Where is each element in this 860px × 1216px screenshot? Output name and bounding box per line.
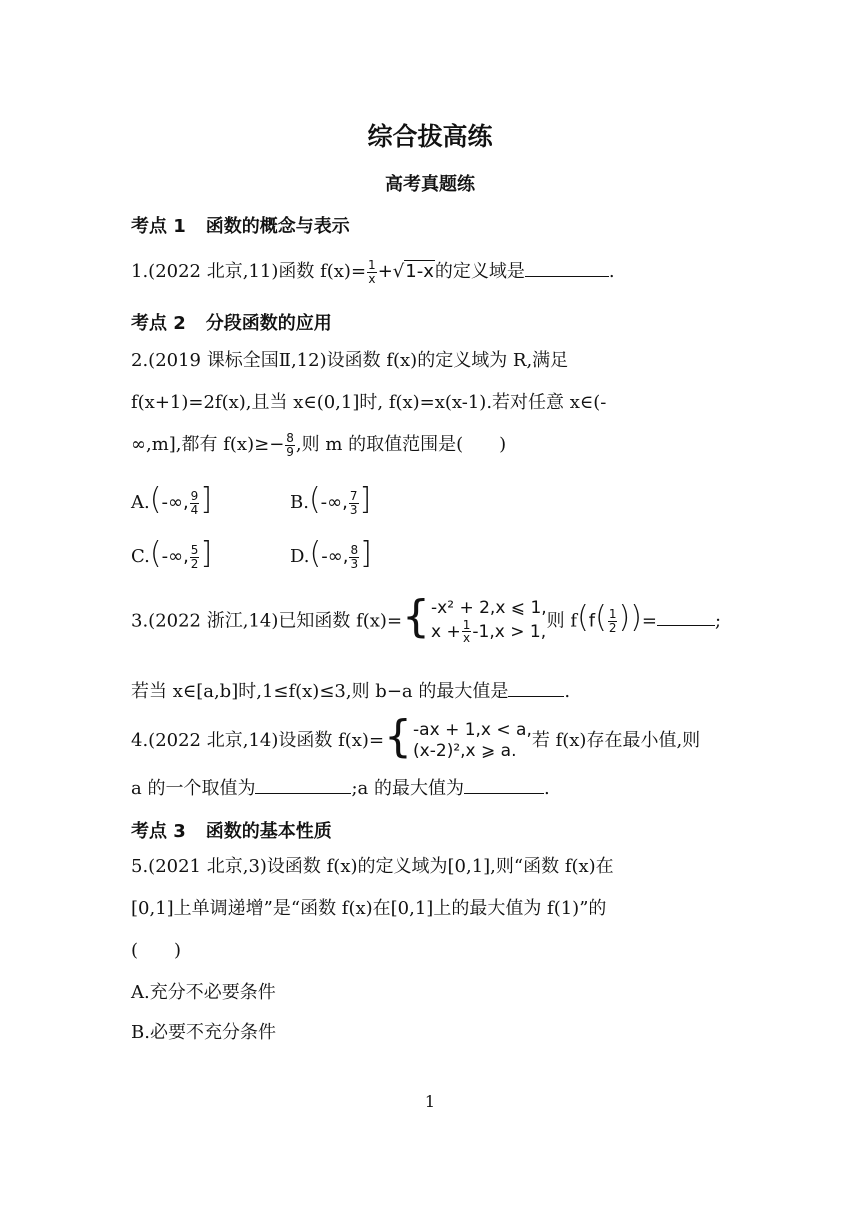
page-title: 综合拔高练 <box>367 122 493 151</box>
case-1: -ax + 1,x < a, <box>413 720 532 741</box>
option-a[interactable] <box>131 482 213 518</box>
left-paren: ( <box>149 482 162 517</box>
fraction <box>190 544 200 570</box>
question-text: . <box>608 261 615 283</box>
option-b[interactable]: B.必要不充分条件 <box>131 1022 276 1043</box>
question-text: a 的一个取值为 <box>131 778 256 799</box>
case-2-text: -1,x > 1, <box>472 621 547 642</box>
option-text: -∞, <box>161 546 189 567</box>
option-label: D. <box>290 546 310 567</box>
left-paren: ( <box>149 536 162 571</box>
fraction-denominator: 4 <box>190 502 199 517</box>
section-name: 函数的概念与表示 <box>205 216 350 237</box>
option-d[interactable] <box>290 536 372 572</box>
question-text: ; <box>715 610 722 632</box>
equals-sign: = <box>641 610 658 632</box>
fraction-numerator: 1 <box>368 258 376 272</box>
fraction-denominator: x <box>463 631 471 646</box>
question-text: ∞,m],都有 f(x)≥− <box>131 434 285 456</box>
fraction-numerator: 8 <box>350 542 359 557</box>
question-3-line-1 <box>131 591 722 646</box>
fraction-numerator: 1 <box>462 617 471 632</box>
question-1 <box>131 259 615 285</box>
fraction <box>367 259 377 285</box>
question-text: 的定义域是 <box>434 261 525 283</box>
question-text: . <box>543 778 550 799</box>
fraction-denominator: 2 <box>608 620 617 635</box>
fraction <box>285 432 295 458</box>
piecewise-cases <box>413 720 532 761</box>
section-heading-3 <box>131 817 332 843</box>
fraction-numerator: 8 <box>286 431 294 445</box>
right-bracket: ] <box>359 482 372 517</box>
fraction-numerator: 7 <box>349 488 358 503</box>
question-2-line-2: f(x+1)=2f(x),且当 x∈(0,1]时, f(x)=x(x-1).若对任意 x∈(- <box>131 392 607 413</box>
option-text: -∞, <box>320 492 348 513</box>
section-label: 考点 3 <box>131 821 186 842</box>
left-brace: { <box>384 711 413 762</box>
question-text: 1.(2022 北京,11)函数 f(x)= <box>131 261 367 283</box>
case-1: -x² + 2,x ⩽ 1, <box>431 598 547 618</box>
question-text: 3.(2022 浙江,14)已知函数 f(x)= <box>131 610 403 632</box>
question-5-line-1: 5.(2021 北京,3)设函数 f(x)的定义域为[0,1],则“函数 f(x)在 <box>131 856 614 877</box>
square-root: √1-x <box>392 261 434 283</box>
fraction <box>349 544 359 570</box>
option-c[interactable] <box>131 536 213 572</box>
section-heading-1 <box>131 212 350 238</box>
question-2-line-3 <box>131 432 506 458</box>
function-f: f <box>588 610 596 632</box>
section-heading-2 <box>131 309 332 335</box>
option-text: -∞, <box>321 546 349 567</box>
left-paren: ( <box>309 536 322 571</box>
question-4-line-1 <box>131 711 701 763</box>
section-label: 考点 1 <box>131 216 186 237</box>
option-b[interactable] <box>290 482 372 518</box>
option-label: B. <box>290 492 309 513</box>
question-4-line-2 <box>131 777 550 798</box>
section-name: 函数的基本性质 <box>205 821 332 842</box>
fraction-denominator: 9 <box>286 444 294 459</box>
fraction-denominator: 3 <box>350 556 359 571</box>
answer-blank[interactable] <box>255 777 351 794</box>
answer-blank[interactable] <box>657 609 715 626</box>
fraction-numerator: 5 <box>190 542 199 557</box>
question-5-line-2: [0,1]上单调递增”是“函数 f(x)在[0,1]上的最大值为 f(1)”的 <box>131 898 607 919</box>
section-label: 考点 2 <box>131 313 186 334</box>
left-brace: { <box>402 591 431 643</box>
fraction-numerator: 1 <box>608 607 617 622</box>
answer-blank[interactable] <box>508 680 564 697</box>
fraction-numerator: 9 <box>190 488 199 503</box>
left-paren: ( <box>577 600 589 636</box>
question-5-line-3: ( ) <box>131 940 182 961</box>
question-2-line-1: 2.(2019 课标全国Ⅱ,12)设函数 f(x)的定义域为 R,满足 <box>131 350 569 371</box>
case-2-text: x + <box>431 621 461 642</box>
fraction-denominator: 3 <box>349 502 358 517</box>
question-text: ,则 m 的取值范围是( ) <box>295 434 507 456</box>
left-paren: ( <box>308 482 321 517</box>
fraction <box>349 490 359 516</box>
question-text: 若 f(x)存在最小值,则 <box>531 730 701 751</box>
case-2 <box>431 619 547 645</box>
option-text: -∞, <box>161 492 189 513</box>
question-3-line-2 <box>131 680 570 701</box>
question-text: ;a 的最大值为 <box>351 778 464 799</box>
page-number: 1 <box>424 1092 436 1111</box>
answer-blank[interactable] <box>464 777 544 794</box>
fraction <box>608 608 618 634</box>
fraction-denominator: x <box>368 271 376 286</box>
answer-blank[interactable] <box>525 260 609 277</box>
page-subtitle: 高考真题练 <box>385 174 475 195</box>
section-name: 分段函数的应用 <box>205 313 332 334</box>
option-a[interactable]: A.充分不必要条件 <box>131 982 276 1003</box>
radicand: 1-x <box>405 261 434 283</box>
question-text: 若当 x∈[a,b]时,1≤f(x)≤3,则 b−a 的最大值是 <box>131 681 509 702</box>
right-bracket: ] <box>200 536 213 571</box>
fraction <box>190 490 200 516</box>
right-bracket: ] <box>360 536 372 571</box>
option-label: A. <box>131 492 150 513</box>
fraction <box>462 619 472 645</box>
right-bracket: ] <box>200 482 213 517</box>
left-paren: ( <box>595 600 607 636</box>
question-text: 则 f <box>546 610 578 632</box>
question-text: . <box>564 681 571 702</box>
right-paren: ) <box>618 600 631 636</box>
piecewise-cases <box>431 598 547 645</box>
option-label: C. <box>131 546 150 567</box>
plus-sign: + <box>377 261 393 283</box>
fraction-denominator: 2 <box>190 556 199 571</box>
right-paren: ) <box>630 600 642 636</box>
question-text: 4.(2022 北京,14)设函数 f(x)= <box>131 730 385 751</box>
case-2: (x-2)²,x ⩾ a. <box>413 741 517 761</box>
